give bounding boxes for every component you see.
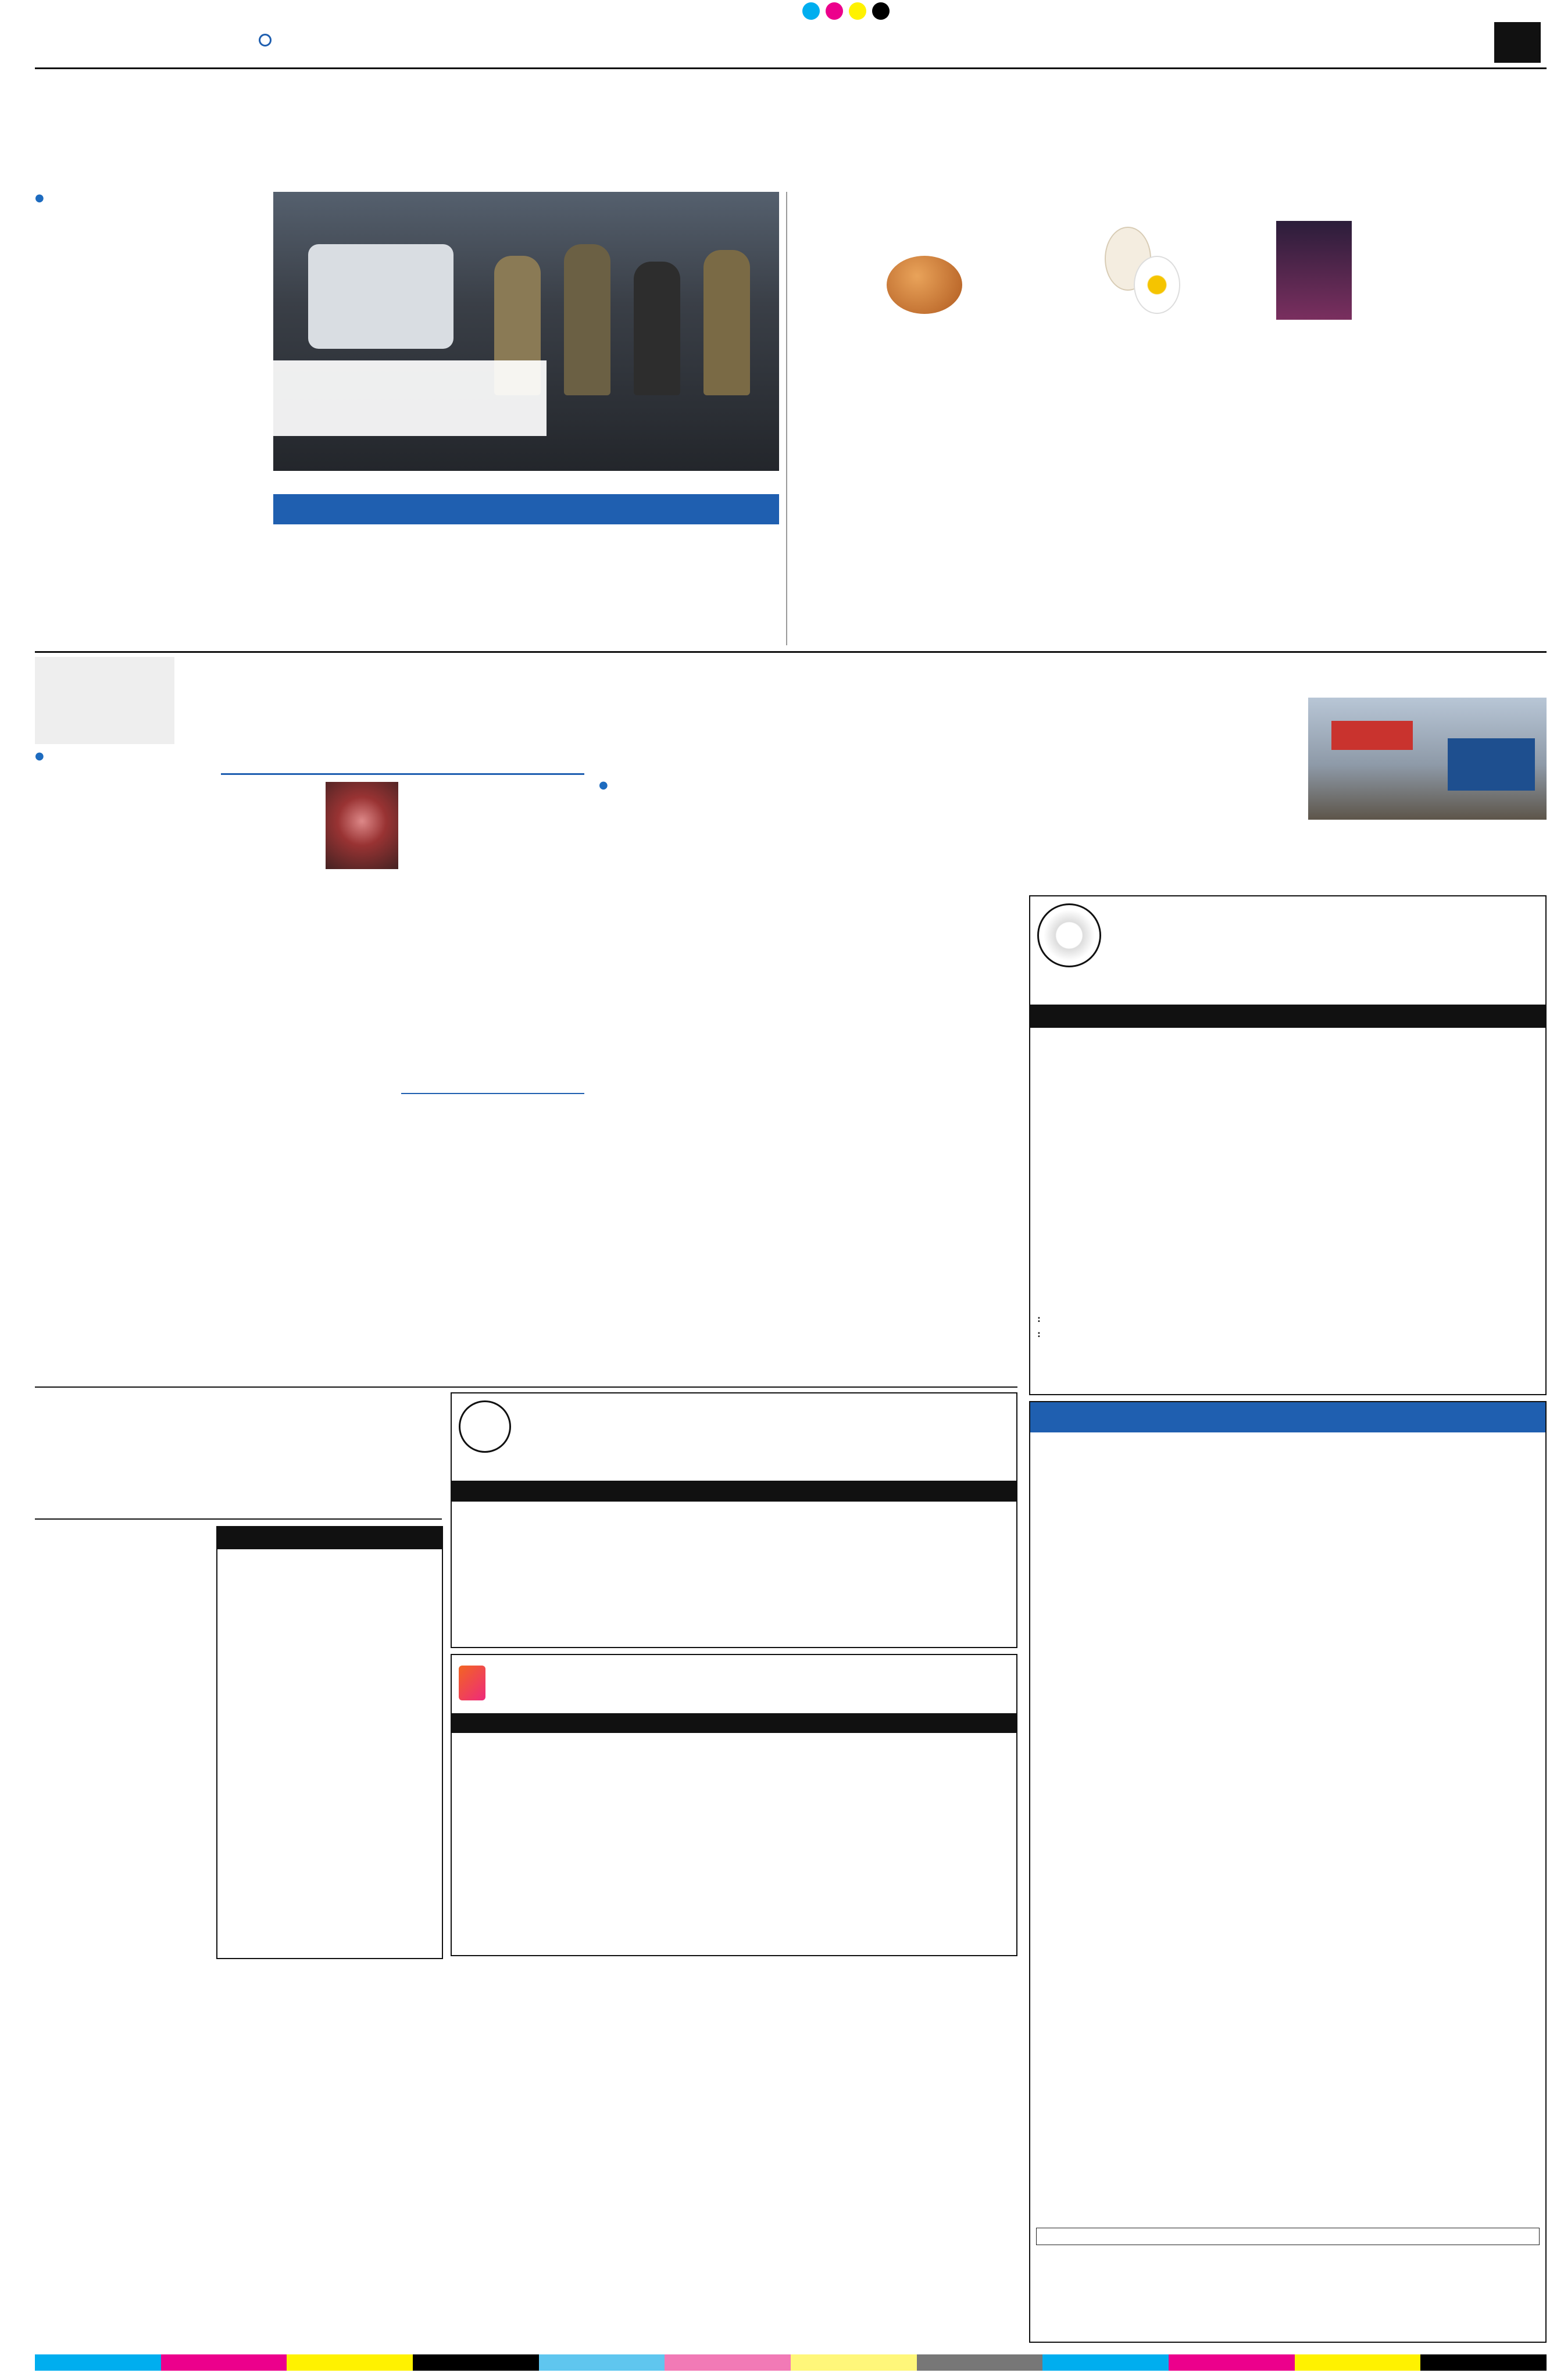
commissioner-headline — [35, 1523, 209, 1581]
piramal-company — [597, 1661, 1010, 1678]
piramal-logo — [459, 1662, 581, 1709]
jiwaji-title — [1183, 192, 1349, 215]
piramal-logo-icon — [459, 1666, 485, 1700]
city-notice-title — [452, 1481, 1016, 1502]
murder-quote — [401, 1093, 584, 1250]
lead-body — [70, 233, 265, 651]
civil-submission: : — [1037, 1313, 1041, 1324]
lead-subbody-1 — [273, 530, 523, 641]
namakaran-main-title — [217, 1527, 442, 1549]
murder-body-1 — [35, 788, 212, 1386]
namakaran-main-ad — [216, 1526, 443, 1959]
masthead-rule — [35, 67, 1547, 69]
civil-phone — [1109, 964, 1539, 981]
lead-photo-caption — [273, 474, 779, 491]
city-sign — [801, 1628, 1013, 1642]
civil-madhyam — [1037, 1375, 1270, 1391]
section-title — [663, 19, 988, 59]
murder-cctv — [407, 895, 584, 1087]
pwd-intro — [1036, 1468, 1540, 1496]
pwd-tender-ad — [1029, 1401, 1547, 2343]
registration-marks — [802, 2, 977, 22]
piramal-cin — [597, 1679, 1010, 1693]
pwd-date — [1402, 1452, 1540, 1467]
city-tender-ad — [451, 1392, 1017, 1648]
sand-body — [1029, 698, 1302, 895]
accident-byline: ● — [599, 779, 608, 791]
civil-open: : — [1037, 1328, 1041, 1339]
city-address — [516, 1434, 1013, 1448]
sand-caption — [1308, 823, 1547, 892]
lead-photo — [273, 192, 779, 471]
civil-sign — [1379, 1375, 1541, 1391]
pwd-code — [1036, 2315, 1117, 2330]
section-rule-2 — [35, 1386, 1017, 1388]
civil-company-name — [1109, 902, 1539, 925]
accident-body-1 — [599, 820, 794, 1285]
civil-sub — [1109, 927, 1539, 944]
city-invite — [458, 1505, 1013, 1519]
city-office — [516, 1420, 1013, 1434]
civil-tender-ad — [1029, 895, 1547, 1395]
piramal-sign — [725, 1934, 1010, 1949]
city-logo-icon — [459, 1400, 511, 1453]
accident-quote — [802, 1151, 1017, 1267]
murder-body-3 — [407, 782, 584, 892]
police-title — [1358, 192, 1544, 215]
civil-office — [1109, 945, 1539, 963]
piramal-footer — [458, 1934, 719, 1949]
accident-subhead — [599, 744, 1017, 773]
city-company-name — [516, 1398, 1013, 1419]
tractor-body — [35, 1423, 442, 1516]
civil-ref — [1037, 985, 1316, 1002]
lead-headline — [35, 74, 1547, 162]
column-divider — [786, 192, 787, 645]
civil-intro — [1037, 1031, 1541, 1084]
city-date — [737, 1464, 1013, 1478]
dateline — [1244, 30, 1488, 53]
chicken-title — [791, 192, 965, 215]
murder-headline — [177, 654, 584, 747]
pwd-slogan — [1123, 2315, 1379, 2330]
civil-date — [1321, 985, 1539, 1002]
murder-subhead — [221, 746, 584, 775]
police-column — [1358, 192, 1544, 645]
sand-headline — [1029, 657, 1547, 692]
pwd-side-note — [1470, 1716, 1538, 1925]
lead-subhead — [273, 494, 779, 524]
lead-dropcap — [35, 230, 70, 276]
pwd-office — [1036, 1436, 1540, 1451]
city-ref — [456, 1464, 735, 1478]
globe-icon — [259, 34, 272, 47]
civil-footer — [1037, 1344, 1541, 1373]
egg-image — [1093, 221, 1186, 326]
murder-byline: ● — [35, 750, 44, 762]
lead-byline: ● — [35, 192, 44, 204]
piramal-intro — [458, 1736, 1010, 1789]
newspaper-logo — [41, 23, 250, 58]
section-rule-1 — [35, 651, 1547, 653]
city-tel — [516, 1448, 1013, 1462]
company-logo-icon — [1037, 903, 1101, 967]
pwd-footer-1 — [1036, 2249, 1540, 2283]
accident-headline — [599, 654, 1017, 741]
sand-photo — [1308, 698, 1547, 820]
piramal-ad — [451, 1654, 1017, 1956]
commissioner-body — [35, 1584, 209, 1985]
page-number — [1494, 22, 1541, 63]
murder-photo — [326, 782, 398, 869]
section-rule-3 — [35, 1518, 442, 1520]
lead-subbody-2 — [532, 530, 779, 641]
website-link[interactable] — [276, 30, 451, 53]
murder-kicker — [35, 657, 174, 744]
photo-caption-box — [273, 360, 547, 436]
piramal-notice — [452, 1713, 1016, 1733]
pwd-total — [1036, 2228, 1540, 2245]
city-details — [458, 1585, 1013, 1613]
color-calibration-bar — [35, 2354, 1547, 2371]
pwd-title — [1030, 1402, 1545, 1432]
jiwaji-image — [1276, 221, 1352, 320]
masthead — [0, 0, 1557, 69]
city-madhyam — [458, 1617, 690, 1631]
egg-title — [976, 192, 1173, 215]
namakaran-main-body — [217, 1549, 442, 1927]
pwd-notice-no — [1036, 1452, 1397, 1467]
civil-notice-title — [1030, 1005, 1545, 1028]
pwd-signature — [1385, 2292, 1540, 2338]
chicken-image — [881, 238, 968, 331]
